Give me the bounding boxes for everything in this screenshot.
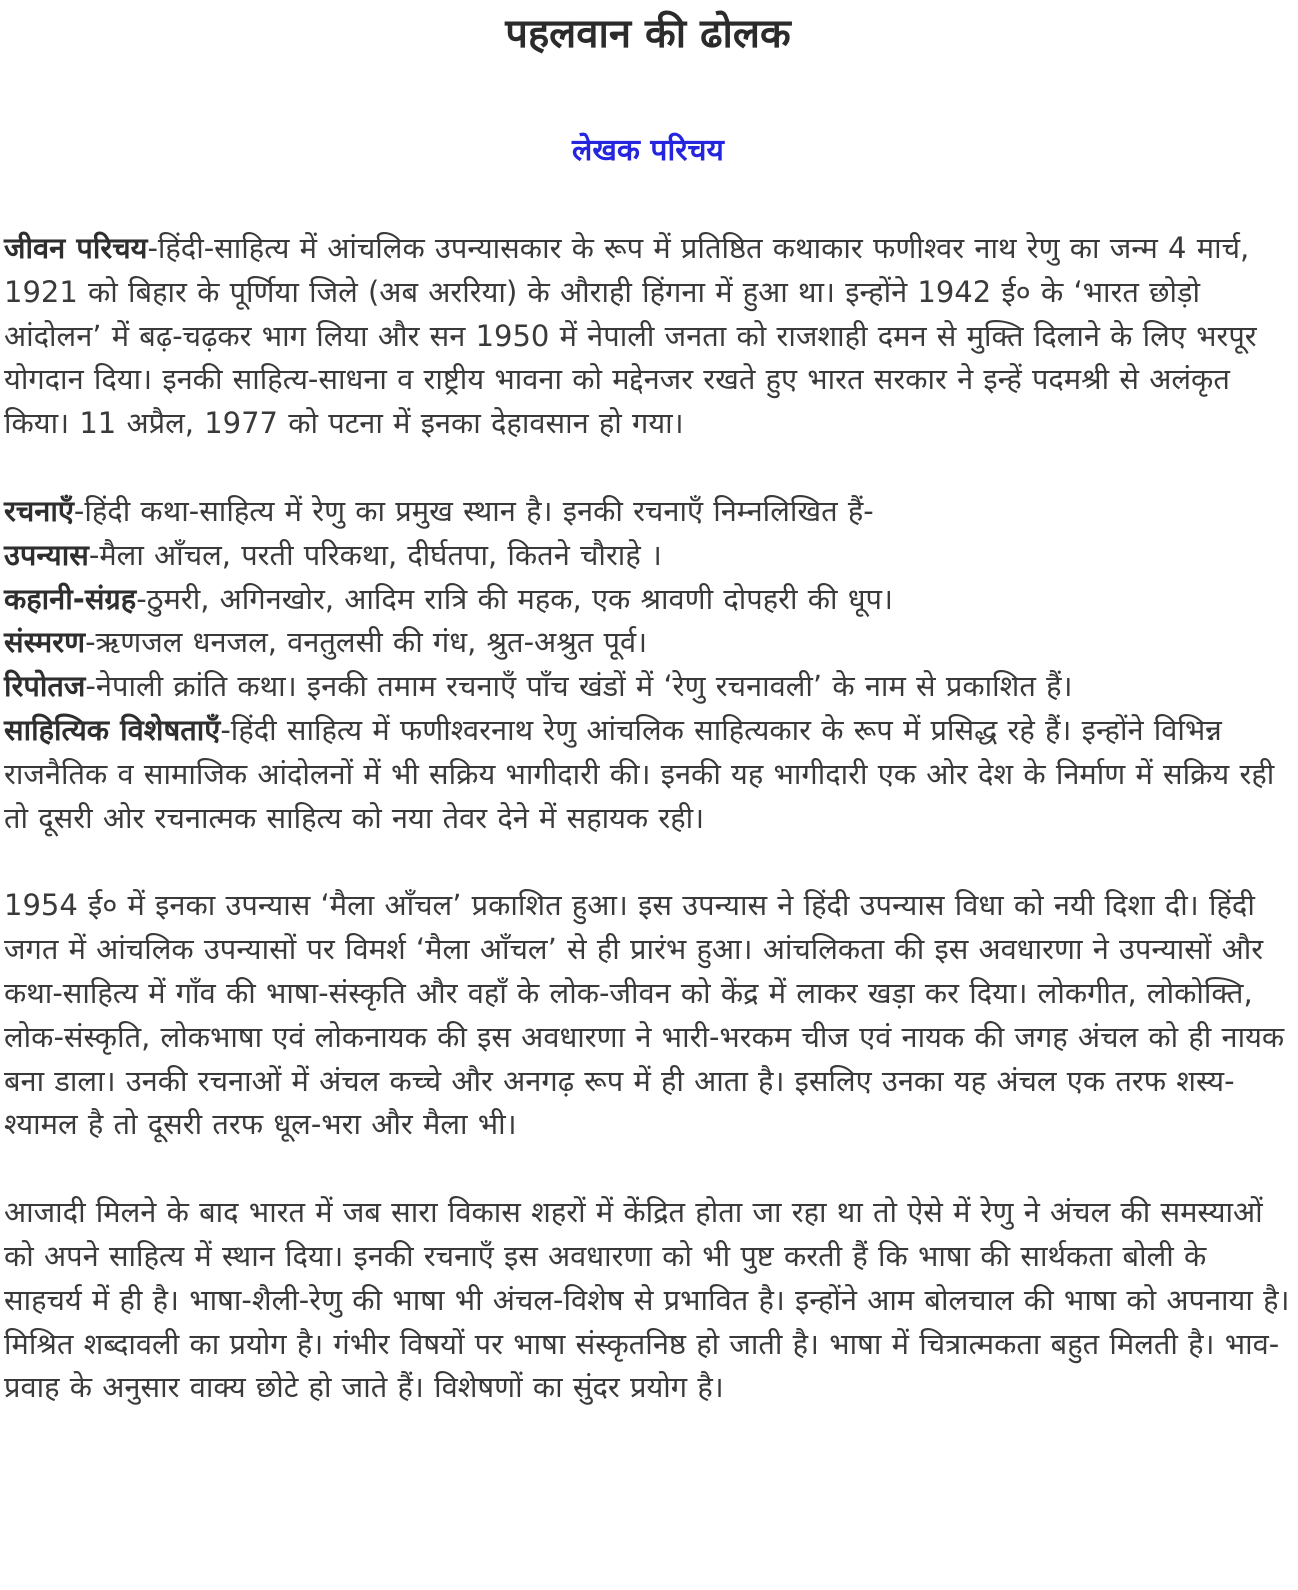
paragraph-language-style: आजादी मिलने के बाद भारत में जब सारा विकास शहरों में केंद्रित होता जा रहा था तो ऐसे में रेणु ने अंचल की समस्याओं को अपने साहित्य में स्थान दिया। इनकी रचनाएँ इस अवधारणा को भी पुष्ट करती हैं कि भाषा की सार्थकता बोली के साहचर्य में ही है। भाषा-शैली-रेणु की भाषा भी अंचल-विशेष से प्रभावित है। इन्होंने आम बोलचाल की भाषा को अपनाया है। मिश्रित शब्दावली का प्रयोग है। गंभीर विषयों पर भाषा संस्कृतनिष्ठ हो जाती है। भाषा में चित्रात्मकता बहुत मिलती है। भाव-प्रवाह के अनुसार वाक्य छोटे हो जाते हैं। विशेषणों का सुंदर प्रयोग है। [4,1195,1290,1405]
stories-line [4,578,1292,622]
text-literary-features: -हिंदी साहित्य में फणीश्वरनाथ रेणु आंचलिक साहित्यकार के रूप में प्रसिद्ध रहे हैं। इन्होंने विभिन्न राजनैतिक व सामाजिक आंदोलनों में भी सक्रिय भागीदारी की। इनकी यह भागीदारी एक ओर देश के निर्माण में सक्रिय रही तो दूसरी ओर रचनात्मक साहित्य को नया तेवर देने में सहायक रही। [4,712,1275,835]
paragraph-maila-aanchal: 1954 ई० में इनका उपन्यास ‘मैला आँचल’ प्रकाशित हुआ। इस उपन्यास ने हिंदी उपन्यास विधा को नयी दिशा दी। हिंदी जगत में आंचलिक उपन्यासों पर विमर्श ‘मैला आँचल’ से ही प्रारंभ हुआ। आंचलिकता की इस अवधारणा ने उपन्यासों और कथा-साहित्य में गाँव की भाषा-संस्कृति और वहाँ के लोक-जीवन को केंद्र में लाकर खड़ा कर दिया। लोकगीत, लोकोक्ति, लोक-संस्कृति, लोकभाषा एवं लोकनायक की इस अवधारणा ने भारी-भरकम चीज एवं नायक की जगह अंचल को ही नायक बना डाला। उनकी रचनाओं में अंचल कच्चे और अनगढ़ रूप में ही आता है। इसलिए उनका यह अंचल एक तरफ शस्य-श्यामल है तो दूसरी तरफ धूल-भरा और मैला भी। [4,888,1285,1142]
page-title: पहलवान की ढोलक [505,11,791,57]
text-reportage: -नेपाली क्रांति कथा। इनकी तमाम रचनाएँ पाँच खंडों में ‘रेणु रचनावली’ के नाम से प्रकाशित हैं। [85,669,1073,704]
label-stories: कहानी-संग्रह [4,581,137,616]
paragraph-life-intro [4,227,1292,446]
novels-line [4,534,1292,578]
memoirs-line [4,621,1292,665]
paragraph-works [4,490,1292,840]
text-works: -हिंदी कथा-साहित्य में रेणु का प्रमुख स्थान है। इनकी रचनाएँ निम्नलिखित हैं- [73,493,874,528]
label-life-intro: जीवन परिचय [4,231,148,265]
label-works: रचनाएँ [4,493,74,528]
section-heading-author-intro: लेखक परिचय [572,133,724,168]
label-reportage: रिपोतज [4,669,86,704]
label-memoirs: संस्मरण [4,625,86,660]
reportage-line [4,665,1292,709]
text-life-intro: -हिंदी-साहित्य में आंचलिक उपन्यासकार के रूप में प्रतिष्ठित कथाकार फणीश्वर नाथ रेणु का जन्म 4 मार्च, 1921 को बिहार के पूर्णिया जिले (अब अररिया) के औराही हिंगना में हुआ था। इन्होंने 1942 ई० के ‘भारत छोड़ो आंदोलन’ में बढ़-चढ़कर भाग लिया और सन 1950 में नेपाली जनता को राजशाही दमन से मुक्ति दिलाने के लिए भरपूर योगदान दिया। इनकी साहित्य-साधना व राष्ट्रीय भावना को मद्देनजर रखते हुए भारत सरकार ने इन्हें पदमश्री से अलंकृत किया। 11 अप्रैल, 1977 को पटना में इनका देहावसान हो गया। [4,231,1257,441]
label-literary-features: साहित्यिक विशेषताएँ [4,712,221,747]
text-stories: -ठुमरी, अगिनखोर, आदिम रात्रि की महक, एक श्रावणी दोपहरी की धूप। [136,581,894,616]
text-memoirs: -ऋणजल धनजल, वनतुलसी की गंध, श्रुत-अश्रुत पूर्व। [85,625,648,660]
works-line [4,490,1292,534]
features-line [4,709,1292,840]
label-novels: उपन्यास [4,537,89,572]
text-novels: -मैला आँचल, परती परिकथा, दीर्घतपा, कितने चौराहे । [88,537,662,572]
